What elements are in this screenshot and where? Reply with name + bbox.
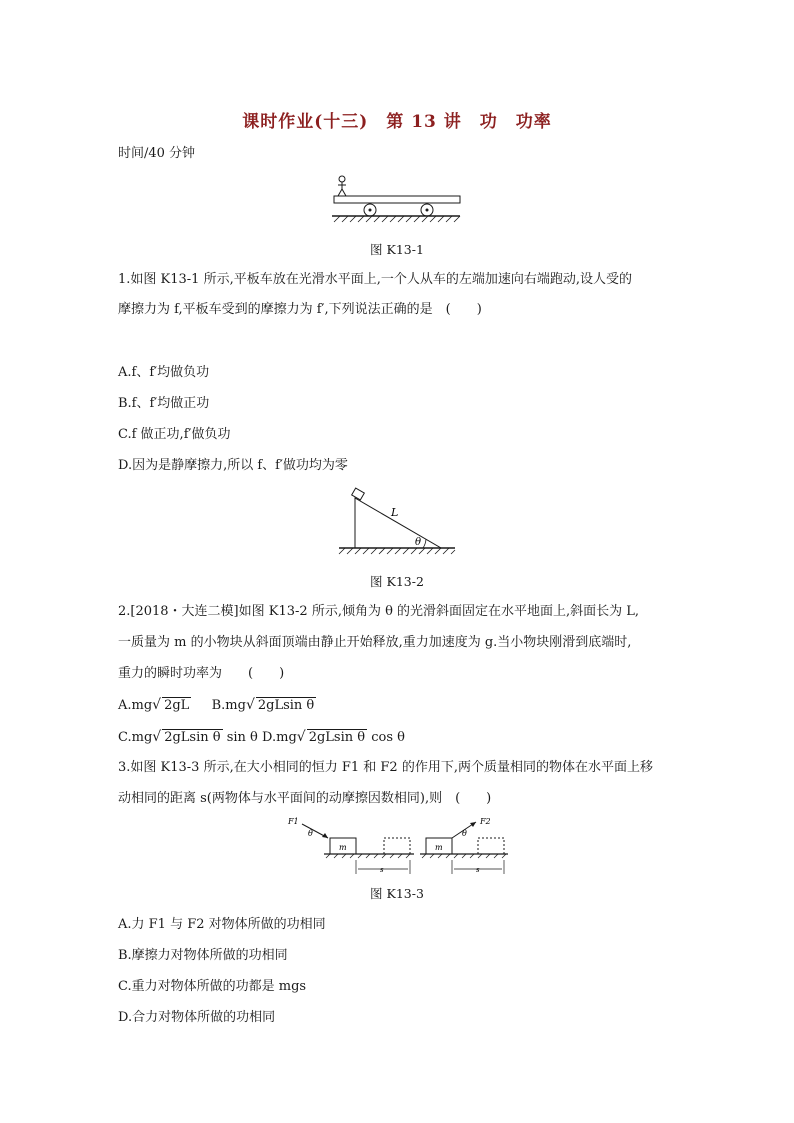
q2-stem-line1: 2.[2018・大连二模]如图 K13-2 所示,倾角为 θ 的光滑斜面固定在水平地面上,斜面长为 L, xyxy=(118,604,640,619)
svg-text:s: s xyxy=(476,866,480,874)
q3-stem-line2: 动相同的距离 s(两物体与水平面间的动摩擦因数相同),则 ( ) xyxy=(118,791,492,806)
q3-option-c: C.重力对物体所做的功都是 mgs xyxy=(118,979,307,994)
sqrt-icon: √ xyxy=(245,697,255,713)
q2-options-ab xyxy=(118,696,316,715)
q2-option-b-prefix: B.mg xyxy=(211,698,246,713)
q2-option-c-radicand: 2gLsin θ xyxy=(164,730,221,745)
q2-option-d-prefix: D.mg xyxy=(262,730,297,745)
q1-stem-line2: 摩擦力为 f,平板车受到的摩擦力为 f′,下列说法正确的是 ( ) xyxy=(118,302,482,317)
svg-text:m: m xyxy=(435,843,443,852)
figure-k13-1-caption: 图 K13-1 xyxy=(370,242,424,257)
svg-text:F1: F1 xyxy=(288,817,299,826)
figure-k13-1 xyxy=(330,174,466,224)
q1-option-a: A.f、f′均做负功 xyxy=(118,365,210,380)
svg-text:F2: F2 xyxy=(480,817,491,826)
q2-stem-line2: 一质量为 m 的小物块从斜面顶端由静止开始释放,重力加速度为 g.当小物块刚滑到底端时, xyxy=(118,635,632,650)
figure-k13-2-caption: 图 K13-2 xyxy=(370,574,424,589)
svg-text:θ: θ xyxy=(462,829,467,838)
page-title: 课时作业(十三) 第 13 讲 功 功率 xyxy=(242,112,552,132)
person-icon xyxy=(338,176,346,196)
figure-k13-2 xyxy=(335,486,459,558)
label-theta: θ xyxy=(415,537,422,548)
q1-option-b: B.f、f′均做正功 xyxy=(118,396,210,411)
q3-option-b: B.摩擦力对物体所做的功相同 xyxy=(118,948,288,963)
q2-option-d-suffix: cos θ xyxy=(371,730,405,745)
sqrt-icon: √ xyxy=(152,729,162,745)
q3-stem-line1: 3.如图 K13-3 所示,在大小相同的恒力 F1 和 F2 的作用下,两个质量相同的物体在水平面上移 xyxy=(118,760,653,775)
label-L: L xyxy=(391,506,399,519)
q2-option-d-radicand: 2gLsin θ xyxy=(308,730,366,745)
flat-cart xyxy=(334,196,460,203)
q3-option-a: A.力 F1 与 F2 对物体所做的功相同 xyxy=(118,917,326,932)
sqrt-icon: √ xyxy=(296,729,306,745)
q3-option-d: D.合力对物体所做的功相同 xyxy=(118,1010,276,1025)
q2-options-cd xyxy=(118,728,405,747)
small-block xyxy=(352,488,365,500)
q2-stem-line3: 重力的瞬时功率为 ( ) xyxy=(118,666,285,681)
q2-option-a-prefix: A.mg xyxy=(118,698,153,713)
svg-text:s: s xyxy=(380,866,384,874)
q1-option-c: C.f 做正功,f′做负功 xyxy=(118,427,231,442)
q1-stem-line1: 1.如图 K13-1 所示,平板车放在光滑水平面上,一个人从车的左端加速向右端跑动,设人受的 xyxy=(118,272,632,287)
q2-option-c-prefix: C.mg xyxy=(118,730,153,745)
svg-text:θ: θ xyxy=(308,829,313,838)
q2-option-a-radicand: 2gL xyxy=(164,698,190,713)
figure-k13-3-caption: 图 K13-3 xyxy=(370,886,424,901)
figure-k13-3 xyxy=(284,812,510,880)
svg-text:m: m xyxy=(339,843,347,852)
q1-option-d: D.因为是静摩擦力,所以 f、f′做功均为零 xyxy=(118,458,348,473)
time-limit: 时间/40 分钟 xyxy=(118,146,196,161)
q2-option-b-radicand: 2gLsin θ xyxy=(257,698,315,713)
q2-option-c-suffix: sin θ xyxy=(226,730,258,745)
sqrt-icon: √ xyxy=(152,697,162,713)
